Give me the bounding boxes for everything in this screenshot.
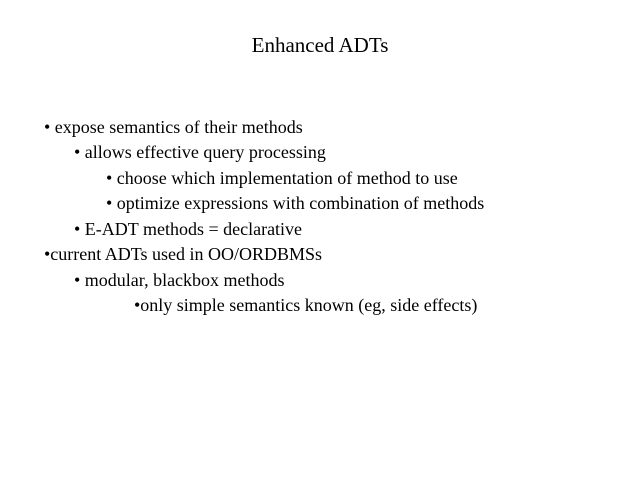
bullet-level-3: • optimize expressions with combination of methods xyxy=(106,193,485,213)
bullet-level-1: • expose semantics of their methods xyxy=(44,117,303,137)
bullet-level-2: • modular, blackbox methods xyxy=(74,270,285,290)
bullet-level-2: • E-ADT methods = declarative xyxy=(74,219,303,239)
slide-title: Enhanced ADTs xyxy=(251,33,389,57)
bullet-level-1: •current ADTs used in OO/ORDBMSs xyxy=(44,244,323,264)
bullet-level-2: • allows effective query processing xyxy=(74,142,326,162)
bullet-level-3: • choose which implementation of method to use xyxy=(106,168,458,188)
bullet-level-3: •only simple semantics known (eg, side effects) xyxy=(134,295,478,315)
